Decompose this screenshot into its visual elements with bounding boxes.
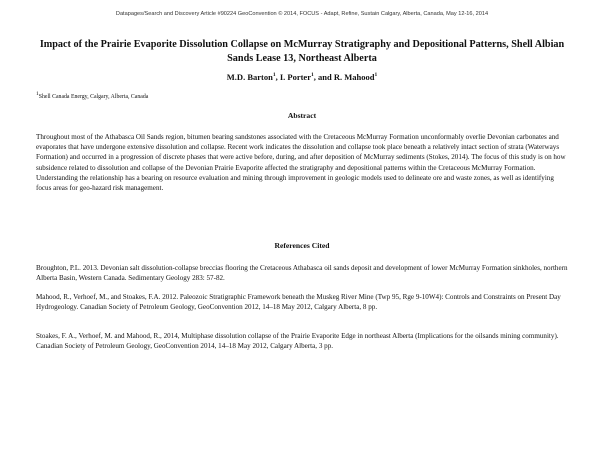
affiliation-text: Shell Canada Energy, Calgary, Alberta, Canada <box>38 94 149 100</box>
author-affiliation-mark: 1 <box>310 72 314 79</box>
author-name: R. Mahood <box>333 72 375 82</box>
author-separator: , <box>275 72 280 82</box>
reference-item: Stoakes, F. A., Verhoef, M. and Mahood, R., 2014, Multiphase dissolution collapse of the Prairie Evaporite Edge in northeast Alberta (Implications for the oilsands mining community). Canadian Society of Petroleum Geology, GeoConvention 2014, 14–18 May 2012, Calgary Alberta, 3 pp. <box>36 332 559 351</box>
author-separator: , and <box>313 72 334 82</box>
document-page <box>36 0 568 464</box>
abstract-text: Throughout most of the Athabasca Oil Sands region, bitumen bearing sandstones associated with the Cretaceous McMurray Formation unconformably overlie Devonian carbonates and evaporates that have undergone extensive dissolution and collapse. Recent work indicates the dissolution and collapse took place beneath a relatively intact section of strata (Waterways Formation) and occurred in a progression of discrete phases that were active before, during, and after deposition of McMurray sediments (Stokes, 2014). The focus of this study is on how subsidence related to dissolution and collapse of the Devonian Prairie Evaporite affected the stratigraphy and depositional patterns within the Cretaceous McMurray Formation. Understanding the relationship has a bearing on resource evaluation and mining through improvement in geologic models used to delineate ore and waste zones, as well as identifying focus areas for geo-hazard risk management. <box>36 133 566 193</box>
author-name: I. Porter <box>279 72 311 82</box>
author-list <box>36 72 568 83</box>
paper-title: Impact of the Prairie Evaporite Dissolution Collapse on McMurray Stratigraphy and Depositional Patterns, Shell Albian Sands Lease 13, Northeast Alberta <box>39 39 565 64</box>
author-affiliation-mark: 1 <box>374 72 378 79</box>
author-affiliation-mark: 1 <box>272 72 276 79</box>
affiliation-note <box>36 93 148 101</box>
abstract-heading: Abstract <box>287 111 317 120</box>
source-header: Datapages/Search and Discovery Article #90224 GeoConvention © 2014, FOCUS - Adapt, Refine, Sustain Calgary, Alberta, Canada, May 12-16, 2014 <box>115 11 489 17</box>
author-name: M.D. Barton <box>226 72 273 82</box>
reference-item: Broughton, P.L. 2013. Devonian salt dissolution-collapse breccias flooring the Cretaceous Athabasca oil sands deposit and development of lower McMurray Formation sinkholes, northern Alberta Basin, Western Canada. Sedimentary Geology 283: 57-82. <box>36 264 568 283</box>
reference-item: Mahood, R., Verhoef, M., and Stoakes, F.A. 2012. Paleozoic Stratigraphic Framework beneath the Muskeg River Mine (Twp 95, Rge 9-10W4): Controls and Constraints on Present Day Hydrogeology. Canadian Society of Petroleum Geology, GeoConvention 2012, 14–18 May 2012, Calgary Alberta, 8 pp. <box>36 293 561 312</box>
affiliation-mark: 1 <box>36 91 39 98</box>
references-heading: References Cited <box>274 241 330 250</box>
